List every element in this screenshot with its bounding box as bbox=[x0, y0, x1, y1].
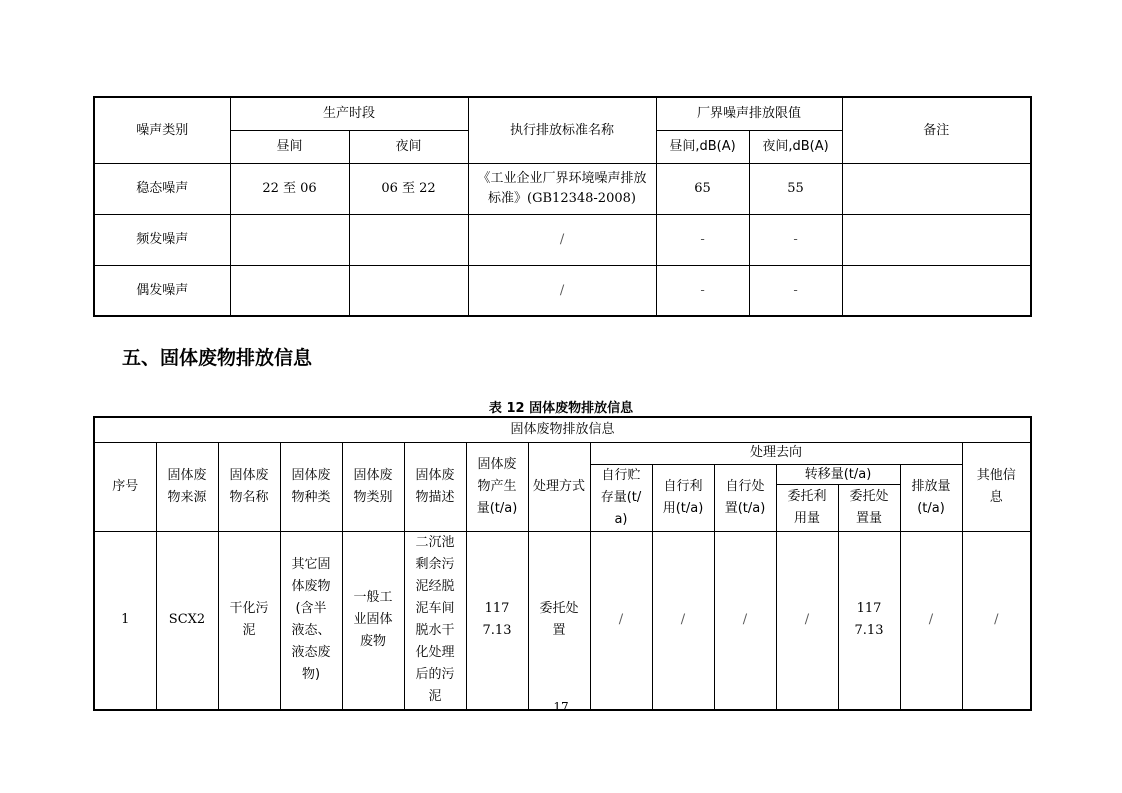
table-row bbox=[94, 163, 1031, 214]
header-category: 固体废物类别 bbox=[353, 467, 393, 505]
limit-day-cell: 65 bbox=[656, 163, 749, 214]
header-limit-day: 昼间,dB(A) bbox=[656, 130, 749, 163]
night-period-cell: 06 至 22 bbox=[349, 163, 468, 214]
day-period-cell bbox=[230, 214, 349, 265]
name-cell: 干化污泥 bbox=[229, 601, 269, 639]
remark-cell bbox=[842, 214, 1031, 265]
header-self-store: 自行贮存量(t/a) bbox=[600, 467, 642, 527]
page-number: 17 bbox=[553, 700, 569, 714]
header-seq: 序号 bbox=[94, 442, 156, 531]
header-source: 固体废物来源 bbox=[167, 467, 207, 505]
header-night: 夜间 bbox=[349, 130, 468, 163]
method-cell: 委托处置 bbox=[539, 601, 579, 639]
header-kind: 固体废物种类 bbox=[291, 467, 331, 505]
limit-night-cell: - bbox=[749, 214, 842, 265]
header-self-dispose: 自行处置(t/a) bbox=[724, 478, 766, 516]
entrust-use-cell: / bbox=[776, 531, 838, 709]
header-remark: 备注 bbox=[842, 97, 1031, 163]
discharge-cell: / bbox=[900, 531, 962, 709]
amount-cell: 1177.13 bbox=[482, 601, 512, 639]
noise-type-cell: 偶发噪声 bbox=[94, 265, 230, 316]
header-limit-night: 夜间,dB(A) bbox=[749, 130, 842, 163]
day-period-cell bbox=[230, 265, 349, 316]
table-caption: 表 12 固体废物排放信息 bbox=[488, 401, 634, 416]
limit-night-cell: 55 bbox=[749, 163, 842, 214]
self-use-cell: / bbox=[652, 531, 714, 709]
noise-table bbox=[93, 96, 1032, 317]
desc-cell: 二沉池剩余污泥经脱泥车间脱水干化处理后的污泥 bbox=[415, 534, 455, 705]
noise-type-cell: 稳态噪声 bbox=[94, 163, 230, 214]
self-dispose-cell: / bbox=[714, 531, 776, 709]
standard-cell: / bbox=[468, 214, 656, 265]
header-amount: 固体废物产生量(t/a) bbox=[476, 456, 518, 516]
other-cell: / bbox=[962, 531, 1031, 709]
table-row bbox=[94, 214, 1031, 265]
limit-day-cell: - bbox=[656, 265, 749, 316]
limit-night-cell: - bbox=[749, 265, 842, 316]
section-heading: 五、固体废物排放信息 bbox=[122, 347, 313, 369]
remark-cell bbox=[842, 265, 1031, 316]
waste-table-title: 固体废物排放信息 bbox=[94, 417, 1031, 442]
night-period-cell bbox=[349, 265, 468, 316]
category-cell: 一般工业固体废物 bbox=[353, 590, 393, 650]
header-day: 昼间 bbox=[230, 130, 349, 163]
header-noise-limit: 厂界噪声排放限值 bbox=[656, 97, 842, 130]
header-discharge: 排放量(t/a) bbox=[911, 478, 951, 516]
header-other: 其他信息 bbox=[976, 467, 1016, 505]
header-name: 固体废物名称 bbox=[229, 467, 269, 505]
standard-cell: 《工业企业厂界环境噪声排放标准》(GB12348-2008) bbox=[468, 163, 656, 214]
limit-day-cell: - bbox=[656, 214, 749, 265]
header-method: 处理方式 bbox=[528, 442, 590, 531]
solid-waste-table bbox=[93, 416, 1032, 711]
table-row bbox=[94, 265, 1031, 316]
entrust-dispose-cell: 1177.13 bbox=[854, 601, 884, 639]
night-period-cell bbox=[349, 214, 468, 265]
standard-cell: / bbox=[468, 265, 656, 316]
source-cell: SCX2 bbox=[156, 531, 218, 709]
table-row bbox=[94, 531, 1031, 709]
kind-cell: 其它固体废物(含半液态、液态废物) bbox=[291, 556, 331, 683]
seq-cell: 1 bbox=[94, 531, 156, 709]
self-store-cell: / bbox=[590, 531, 652, 709]
header-entrust-dispose: 委托处置量 bbox=[849, 489, 889, 527]
header-entrust-use: 委托利用量 bbox=[787, 489, 827, 527]
header-desc: 固体废物描述 bbox=[415, 467, 455, 505]
header-destination: 处理去向 bbox=[590, 442, 962, 464]
day-period-cell: 22 至 06 bbox=[230, 163, 349, 214]
header-self-use: 自行利用(t/a) bbox=[662, 478, 704, 516]
header-noise-type: 噪声类别 bbox=[94, 97, 230, 163]
noise-type-cell: 频发噪声 bbox=[94, 214, 230, 265]
header-transfer: 转移量(t/a) bbox=[776, 464, 900, 485]
remark-cell bbox=[842, 163, 1031, 214]
header-production-period: 生产时段 bbox=[230, 97, 468, 130]
header-standard-name: 执行排放标准名称 bbox=[468, 97, 656, 163]
